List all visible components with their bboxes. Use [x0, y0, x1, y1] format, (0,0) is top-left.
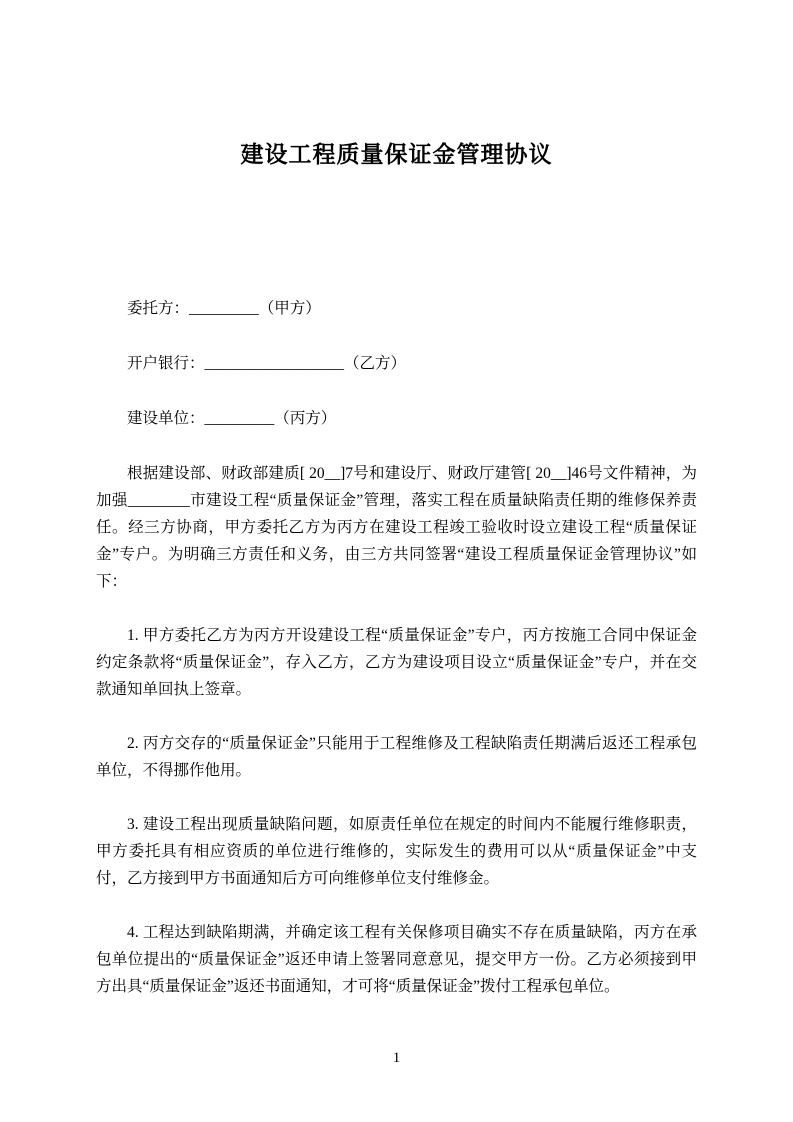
party-line-party-c: 建设单位：_________（丙方） — [127, 410, 337, 427]
clause-paragraph-4: 4. 工程达到缺陷期满，并确定该工程有关保修项目确实不存在质量缺陷，丙方在承包单位提出的“质量保证金”返还申请上签署同意意见，提交甲方一份。乙方必须接到甲方出具“质量保证金”返还书面通知，才可将“质量保证金”拨付工程承包单位。 — [96, 924, 697, 995]
intro-paragraph: 根据建设部、财政部建质[ 20__]7号和建设厅、财政厅建管[ 20__]46号文件精神，为加强________市建设工程“质量保证金”管理，落实工程在质量缺陷责任期的维修保养责任。经三方协商，甲方委托乙方为丙方在建设工程竣工验收时设立建设工程“质量保证金”专户。为明确三方责任和义务，由三方共同签署“建设工程质量保证金管理协议”如下： — [96, 465, 697, 590]
clause-paragraph-3: 3. 建设工程出现质量缺陷问题，如原责任单位在规定的时间内不能履行维修职责，甲方委托具有相应资质的单位进行维修的，实际发生的费用可以从“质量保证金”中支付，乙方接到甲方书面通知后方可向维修单位支付维修金。 — [96, 816, 697, 887]
clause-paragraph-2: 2. 丙方交存的“质量保证金”只能用于工程维修及工程缺陷责任期满后返还工程承包单位，不得挪作他用。 — [96, 735, 697, 779]
party-line-party-a: 委托方：_________（甲方） — [127, 300, 321, 317]
parties-block — [96, 295, 697, 432]
party-line-party-b: 开户银行：__________________（乙方） — [127, 355, 407, 372]
clause-paragraph-1: 1. 甲方委托乙方为丙方开设建设工程“质量保证金”专户，丙方按施工合同中保证金约定条款将“质量保证金”，存入乙方，乙方为建设项目设立“质量保证金”专户，并在交款通知单回执上签章。 — [96, 627, 697, 698]
page-number: 1 — [392, 1050, 401, 1066]
document-title: 建设工程质量保证金管理协议 — [240, 142, 553, 167]
